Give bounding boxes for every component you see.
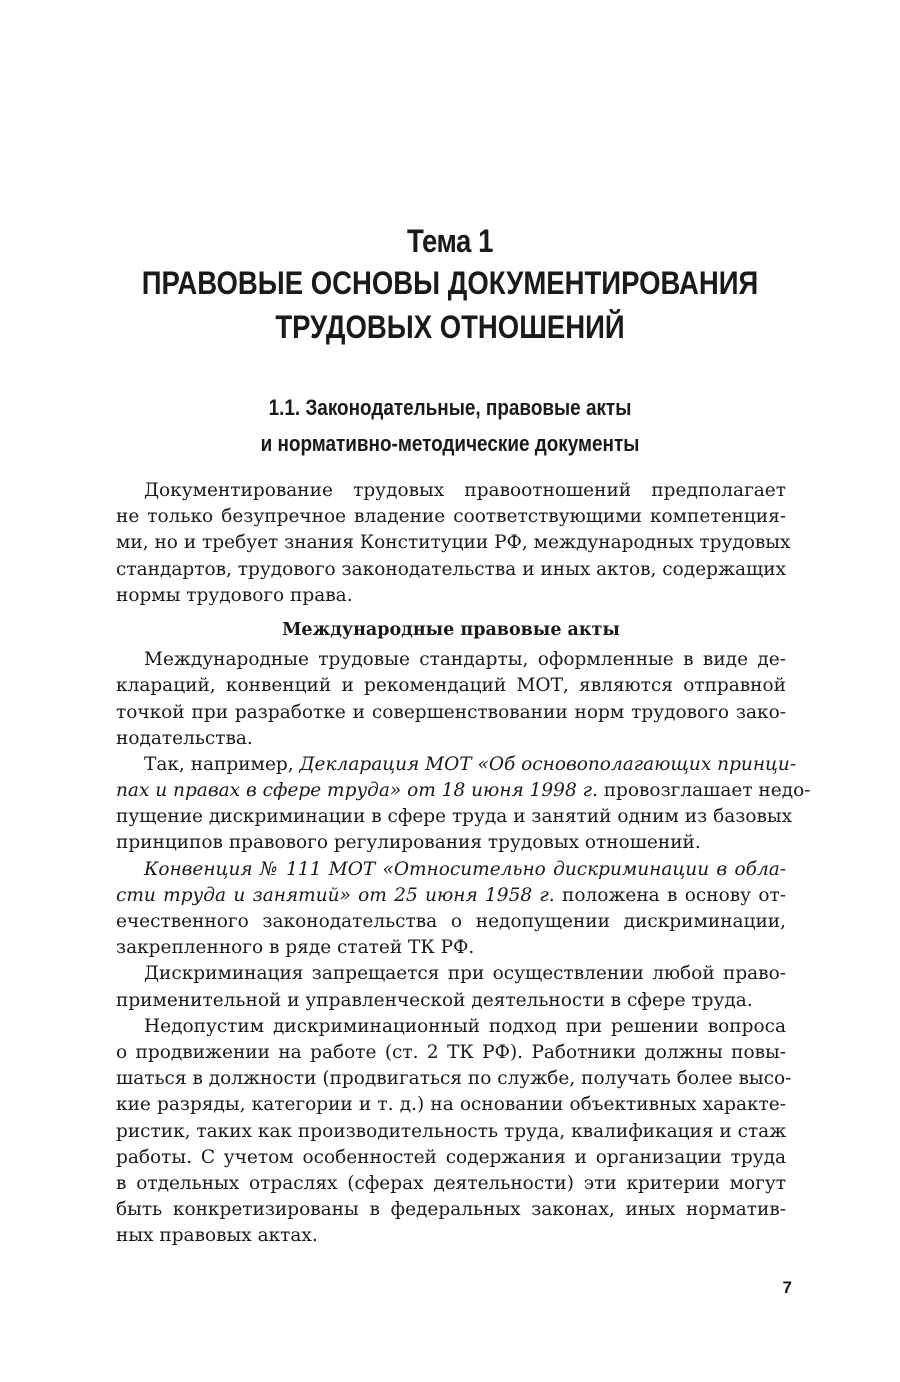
text-line: нормы трудового права. — [116, 584, 353, 606]
paragraph-standards — [116, 647, 786, 752]
text-line: ных правовых актах. — [116, 1225, 318, 1247]
page-number: 7 — [782, 1278, 792, 1297]
subheading-international-acts: Международные правовые акты — [282, 619, 620, 640]
text-line: Недопустим дискриминационный подход при решении вопроса — [144, 1015, 786, 1037]
italic-citation: сти труда и занятий» от 25 июня 1958 г. — [116, 884, 555, 906]
text-line — [116, 778, 811, 804]
section-heading — [0, 390, 900, 462]
paragraph-intro — [116, 478, 791, 609]
topic-title-line: ТРУДОВЫХ ОТНОШЕНИЙ — [275, 309, 625, 345]
text-line: Документирование трудовых правоотношений предполагает — [144, 480, 786, 501]
text-line: ми, но и требует знания Конституции РФ, международных трудовых — [116, 532, 791, 554]
text-line: не только безупречное владение соответствующими компетенция- — [116, 506, 786, 528]
topic-heading — [0, 221, 900, 349]
italic-citation: Декларация МОТ «Об основополагающих принци- — [299, 753, 797, 775]
text-line: в отдельных отраслях (сферах деятельности) эти критерии могут — [116, 1172, 786, 1194]
text-line: быть конкретизированы в федеральных законах, иных норматив- — [116, 1199, 786, 1221]
paragraph-convention — [116, 857, 786, 962]
topic-number: Тема 1 — [406, 223, 494, 259]
text-fragment: Так, например, — [144, 753, 300, 775]
text-line — [116, 857, 786, 883]
section-title-line: 1.1. Законодательные, правовые акты — [268, 395, 632, 420]
paragraph-promotion — [116, 1014, 792, 1250]
text-line: стандартов, трудового законодательства и иных актов, содержащих — [116, 558, 786, 580]
text-line: работы. С учетом особенностей содержания и организации труда — [116, 1146, 786, 1168]
body-text — [116, 478, 811, 1249]
section-title-line: и нормативно-методические документы — [260, 431, 640, 456]
text-fragment: положена в основу от- — [554, 884, 786, 906]
text-line: ристик, таких как производительность труда, квалификация и стаж — [116, 1120, 787, 1142]
text-line: нодательства. — [116, 727, 253, 749]
text-line: кие разряды, категории и т. д.) на основании объективных характе- — [116, 1094, 786, 1116]
text-line: применительной и управленческой деятельности в сфере труда. — [116, 989, 753, 1011]
text-line: точкой при разработке и совершенствовании норм трудового зако- — [116, 701, 786, 723]
text-line: Дискриминация запрещается при осуществлении любой право- — [144, 963, 786, 985]
text-fragment: провозглашает недо- — [597, 780, 811, 802]
text-line: о продвижении на работе (ст. 2 ТК РФ). Работники должны повы- — [116, 1041, 786, 1063]
topic-title-line: ПРАВОВЫЕ ОСНОВЫ ДОКУМЕНТИРОВАНИЯ — [141, 265, 759, 301]
text-line — [116, 883, 786, 909]
text-line: закрепленного в ряде статей ТК РФ. — [116, 937, 475, 959]
italic-citation: пах и правах в сфере труда» от 18 июня 1998 г. — [116, 780, 598, 802]
italic-citation: Конвенция № 111 МОТ «Относительно дискриминации в обла- — [144, 858, 786, 880]
text-line: Международные трудовые стандарты, оформленные в виде де- — [144, 649, 786, 671]
paragraph-declaration — [116, 752, 811, 857]
text-line: шаться в должности (продвигаться по службе, получать более высо- — [116, 1068, 792, 1090]
text-line — [116, 752, 797, 778]
text-line: принципов правового регулирования трудовых отношений. — [116, 832, 701, 854]
text-line: пущение дискриминации в сфере труда и занятий одним из базовых — [116, 806, 793, 828]
text-line: ечественного законодательства о недопущении дискриминации, — [116, 911, 786, 932]
paragraph-discrimination — [116, 961, 786, 1013]
text-line: клараций, конвенций и рекомендаций МОТ, являются отправной — [116, 675, 786, 697]
